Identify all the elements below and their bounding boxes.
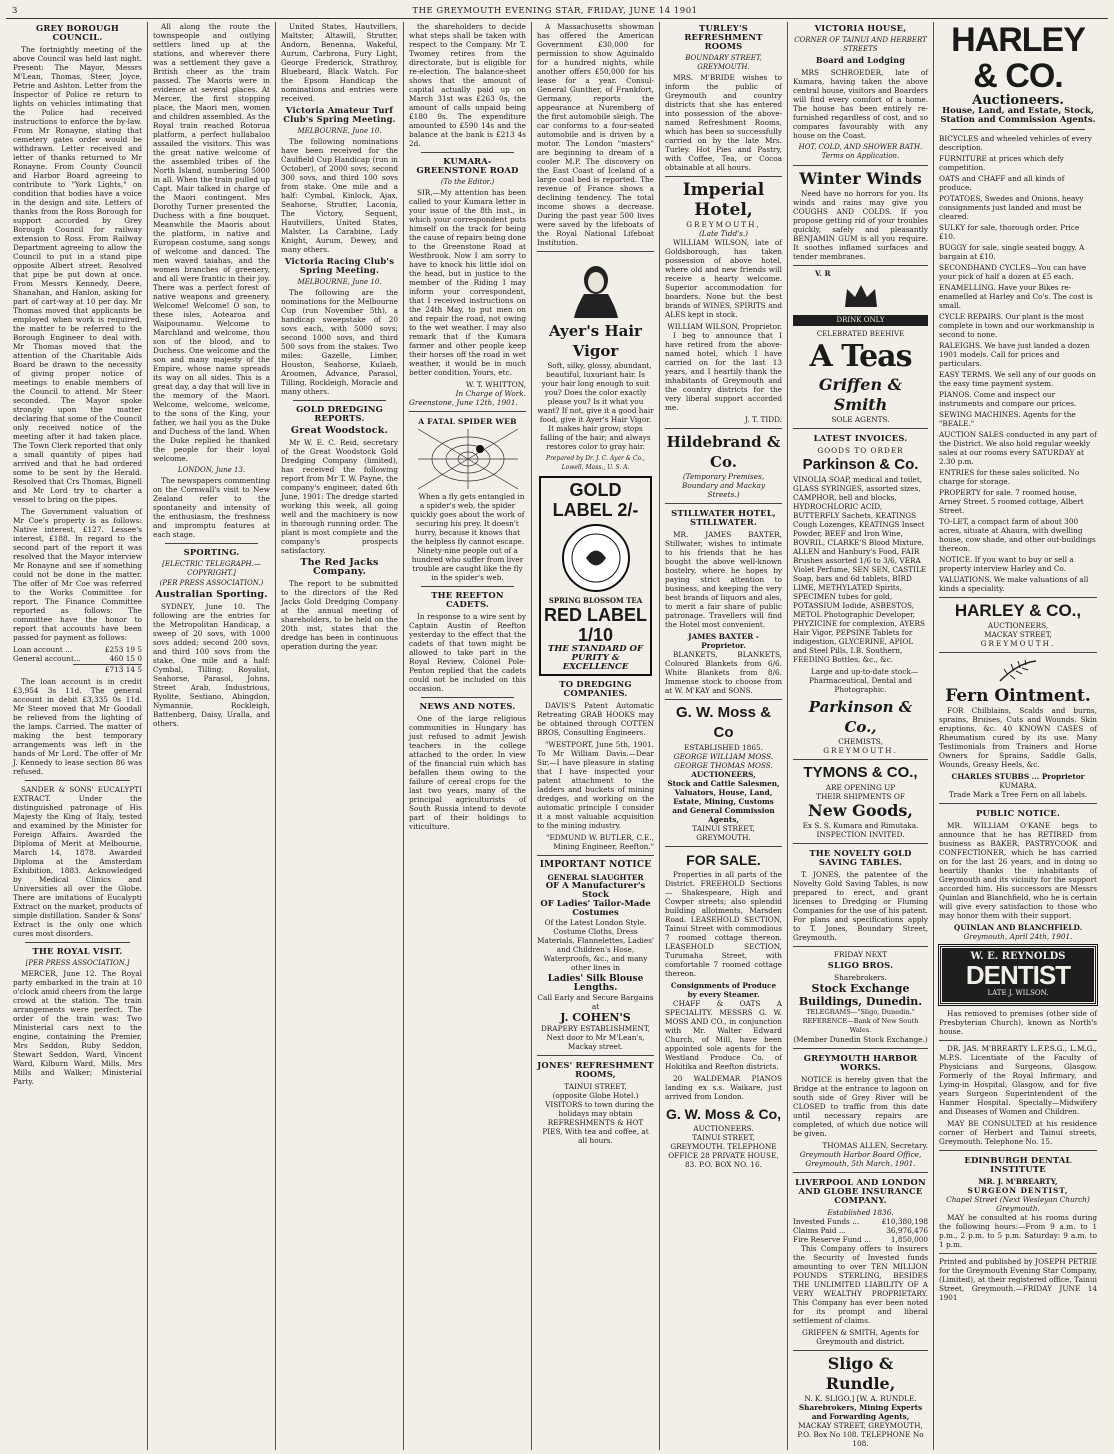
article-subheading: (PER PRESS ASSOCIATION.)	[159, 579, 264, 587]
harley-list-item: VALUATIONS. We make valuations of all kinds a speciality.	[939, 575, 1089, 593]
ad-heading: A Teas	[809, 339, 912, 374]
dateline: LONDON, June 13.	[177, 466, 246, 474]
ad-heading: THE NOVELTY GOLD SAVING TABLES.	[809, 848, 912, 867]
article-body: The newspapers commenting on the Cornwall's visit to New Zealand refer to the spontaneity and intensity of the enthusiasm, the freshness and impromptu features at each stage.	[153, 476, 270, 539]
ad-heading: Parkinson & Co.	[802, 456, 919, 473]
ad-body: This Company offers to Insurers the Security of Invested funds amounting to over TEN MILLION POUNDS STERLING, BESIDES THE UNLIMITED LIABILITY OF A VERY WEALTHY PROPRIETARY. This Company has ever been noted for its prompt and liberal settlement of claims.	[793, 1244, 928, 1325]
ad-body: FOR Chilblains, Scalds and burns, sprains, Bruises, Cuts and Wounds. Skin eruptions, &c. 40 KNOWN CASES of Rheumatism cured by its use. Many Testimonials from Trainers and Horse Owners for Sprains, Saddle Galls, Wounds, Greasy Heels, &c.	[939, 706, 1097, 769]
article-heading: Victoria Amateur Turf Club's Spring Meeting.	[283, 105, 396, 124]
harley-footer-advertisement	[939, 597, 1097, 648]
column-8	[934, 22, 1102, 1450]
novelty-advertisement	[793, 843, 928, 942]
fern-icon	[998, 659, 1038, 683]
article-heading: KUMARA-GREENSTONE ROAD	[416, 156, 519, 175]
ad-address: DRAPERY ESTABLISHMENT, Next door to Mr M'Lean's, Mackay street.	[540, 1024, 651, 1051]
divider	[25, 780, 130, 781]
article-heading: Australian Sporting.	[155, 589, 268, 600]
column-7	[788, 22, 934, 1450]
spider-advertisement	[409, 411, 526, 582]
ad-subheading: FRIDAY NEXT	[833, 950, 888, 959]
article-body: Mr W. E. C. Reid, secretary of the Great Woodstock Gold Dredging Company (limited), has received the following report from Mr T. W. Payne, the company's engineer, dated 6th June, 1901: The dredge started working this week, all going well and the machinery is now in thorough running order. The plant is most complete and the company's prospects satisfactory.	[281, 438, 398, 555]
harley-list-item: NOTICE. If you want to buy or sell a property interview Harley and Co.	[939, 555, 1074, 573]
article-heading: THE ROYAL VISIT.	[32, 946, 123, 956]
article-heading: Great Woodstock.	[290, 425, 389, 436]
signature: WILLIAM WILSON, Proprietor.	[667, 322, 782, 331]
hildebrand-advertisement	[665, 428, 782, 499]
ad-heading: TYMONS & CO.,	[803, 764, 918, 781]
divider	[293, 400, 386, 401]
ad-subheading: THEIR SHIPMENTS OF	[816, 792, 905, 801]
ad-subheading: SOLE AGENTS.	[831, 415, 890, 424]
ad-body: Need have no horrors for you. Its winds and rains may give you COUGHS AND COLDS. If you propose getting rid of your troubles quickly, safely and pleasantly BENJAMIN GUM is all you require. It soothes inflamed surfaces and tender membranes.	[793, 189, 928, 261]
ad-subheading: SURGEON DENTIST,	[967, 1186, 1069, 1195]
harley-list-item: PIANOS. Come and inspect our instruments and compare our prices.	[939, 390, 1077, 408]
ad-subheading: ESTABLISHED 1865.	[684, 743, 763, 752]
ad-subheading: Ex S. S. Kumara and Rimutaka.	[802, 821, 919, 830]
ad-heading: Fern Ointment.	[945, 686, 1091, 706]
ad-body: (Member Dunedin Stock Exchange.)	[793, 1035, 928, 1044]
ad-subheading: INSPECTION INVITED.	[816, 830, 905, 839]
cohen-advertisement	[537, 855, 654, 1051]
ad-subheading: CHEMISTS,	[838, 737, 883, 746]
columns	[8, 22, 1108, 1450]
tea-red-label: RED LABEL 1/10	[544, 605, 647, 645]
woman-portrait-icon	[566, 258, 626, 318]
ad-body: WILLIAM WILSON, late of Goldsborough, has taken possession of above hotel, where old and new friends will receive a hearty welcome. Superior accommodation for boarders. None but the best brands of WINES, SPIRITS and ALES kept in stock.	[665, 238, 782, 319]
spring-blossom-tea-advertisement	[539, 476, 652, 676]
ad-heading: FOR SALE.	[686, 852, 761, 868]
ad-subheading: Sharebrokers.	[834, 973, 887, 982]
ad-subheading: Auctioneers.	[972, 93, 1064, 108]
ad-heading: VICTORIA HOUSE,	[814, 23, 907, 33]
ad-body: MRS. M'BRIDE wishes to inform the public of Greymouth and country districts that she has entered into possession of the above-named Refreshment Rooms, which has been so successfully carried on by the late Mrs. Turley. Hot Pies and Pastry, with Coffee, Tea, or Cocoa obtainable at all hours.	[665, 73, 782, 172]
dental-institute-advertisement	[939, 1150, 1097, 1249]
ad-subheading: GREYMOUTH.	[823, 746, 898, 755]
imprint	[939, 1253, 1097, 1302]
ad-body: DR. JAS. M'BREARTY L.F.P.S.G., L.M.G., M.P.S. Licentiate of the Faculty of Physicians and Surgeons, Glasgow. Formerly of the Royal Infirmary, and Lying-in Hospital, Glasgow, and for five years Surgeon Superintendent of the Hanmer Hospital. Specially—Midwifery and Diseases of Women and Children.	[939, 1044, 1097, 1116]
advertisement-text: SANDER & SONS' EUCALYPTI EXTRACT. Under the distinguished patronage of His Majesty the King of Italy, tested and examined by the Minister for Foreign Affairs. Awarded the Diploma of Merit at Melbourne, March 14, 1878. Awarded Diploma at the Amsterdam Exhibition, 1883. Acknowledged by Medical Clinics and Universities all over the Globe. There are imitations of Eucalypti Extract on the market, products of simple distillation. Sander & Sons' Extract is the only one which cures most disorders.	[13, 785, 142, 938]
ad-subheading: (Temporary Premises, Boundary and Mackay Streets.)	[682, 472, 765, 499]
ad-body: Stock and Cattle Salesmen, Valuators, House, Land, Estate, Mining, Customs and General Commission Agents,	[667, 779, 780, 824]
insurance-label: Fire Reserve Fund ...	[793, 1235, 872, 1244]
ad-body: I beg to announce that I have retired from the above-named hotel, which I have carried on for the last 13 years, and I heartily thank the inhabitants of Greymouth and the country districts for the very liberal support accorded me.	[665, 331, 782, 412]
ad-heading: Griffen & Smith	[818, 375, 903, 414]
ad-heading: IMPORTANT NOTICE	[539, 860, 652, 870]
ad-address: TAINUI STREET, GREYMOUTH. TELEPHONE OFFICE 28 PRIVATE HOUSE, 83. P.O. BOX NO. 16.	[668, 1133, 779, 1169]
sligo-rundle-advertisement	[793, 1350, 928, 1448]
harley-list-item: FURNITURE at prices which defy competition.	[939, 154, 1064, 172]
ad-subheading: BOUNDARY STREET, GREYMOUTH.	[685, 54, 762, 71]
article-body: SIR,—My attention has been called to your Kumara letter in your issue of the 8th inst., in which your correspondent puts himself on the track for being the cause of repairs being done to the Greenstone Road at Westbrook. Now I am sorry to have to knock his little idol on the head, but in justice to the member of the Riding I may inform your correspondent, that I received instructions on the 24th May, to put men on and repair the road, not owing to the wet weather. I may also remark that if the Kumara farmer and other people keep their horses off the road in wet weather, it would be in much better condition. Yours, etc.	[409, 188, 527, 377]
ad-body: Call Early and Secure Bargains at	[537, 993, 654, 1011]
insurance-label: Invested Funds ...	[793, 1217, 860, 1226]
ad-body: MAY be consulted at his rooms during the following hours:—From 9 a.m. to 1 p.m., 2 p.m. to 5 p.m. Saturday: 9 a.m. to 1 p.m.	[939, 1213, 1097, 1249]
ad-name: J. COHEN'S	[560, 1011, 631, 1024]
ad-body: CHAFF & OATS A SPECIALITY. MESSRS G. W. MOSS AND CO., in conjunction with Mr. Walter Edward Church, of Mill, have been appointed sole agents for the Westland Produce Co. of Hokitika and Reefton districts.	[665, 999, 782, 1071]
article-body: All along the route the townspeople and outlying settlers lined up at the stations, and wherever there was a settlement they gave a British cheer as the train passed. The Maoris were in evidence at several places. At Mercer, the first stopping place, the Maori men, women and children assembled. As the Royal train reached Rotorua platform, a perfect hullabaloo assailed the visitors. This was the great native welcome of the assembled tribes of the North Island, numbering 5000 in all. When the train pulled up Capt. Mair talked in charge of the Maori contingent. Mrs Dorothy Turner presented the Duchess with a fine bouquet. Meanwhile the Maoris about the platform, in native and European costume, sang songs of welcome and danced. The men waved taiahas, and the women branches of greenery, and all were frantic in their joy. There was a perfect forest of native weapons and greenery. Welcome! Welcome! O son, to these isles, Aotearoa and Waipounamu. Welcome to Marchland and welcome, thou son of the blood, and to Duchess. One welcome and the son and many majesty of the Empire, whose name spreads its way on all sides. This is a great day, a day that will live in the memory of the Maori. Welcome, welcome, welcome, to the sons of the King, your father, we hail you as the Duke and Duchess of the land. When the Duke replied he thanked the people for their loyal welcome.	[153, 22, 270, 463]
article-heading: GOLD DREDGING REPORTS.	[296, 404, 383, 423]
moss-advertisement	[665, 699, 782, 842]
ad-address: Chapel Street (Next Wesleyan Church) Greymouth.	[946, 1195, 1090, 1213]
ad-body: CHARLES STUBBS ... Proprietor	[951, 772, 1085, 781]
ad-subheading: GEORGE WILLIAM MOSS. GEORGE THOMAS MOSS.	[673, 752, 774, 770]
ad-body: 20 WALDEMAR PIANOS landing ex s.s. Waikare, just arrived from London.	[665, 1074, 782, 1101]
public-notice-advertisement	[939, 803, 1097, 941]
ad-body: DAVIS'S Patent Automatic Retreating GRAB HOOKS may be obtained through COTTEN BROS, Consulting Engineers.	[537, 701, 654, 737]
divider	[951, 129, 1085, 130]
harley-list-item: SULKY for sale, thorough order. Price £10.	[939, 223, 1080, 241]
ad-heading: Parkinson & Co.,	[808, 698, 913, 736]
harley-list-item: OATS and CHAFF and all kinds of produce.	[939, 174, 1065, 192]
article-body: A Massachusetts showman has offered the American Government £30,000 for permission to show Aguinaldo for a hundred nights, while another offers £50,000 for his lease for a year. Consul-General Gunther, of Frankfort, Germany, reports the appearance at Nuremberg of the first automobile sleigh. The car conforms to a four-seated automobile and is driven by a motor. The London "masters" are beginning to dream of a cooler M.P. The discovery on the East Coast of Iceland of a large coal bed is reported. The revenue of France shows a declining tendency. The total income shows a decrease. During the past year 500 lives were saved by the lifeboats of the Royal National Lifeboat Institution.	[537, 22, 654, 247]
ad-heading: HARLEY & CO.,	[954, 601, 1082, 620]
ad-heading: PUBLIC NOTICE.	[976, 808, 1060, 818]
insurance-label: Claims Paid ...	[793, 1226, 846, 1235]
harley-list-item: SEWING MACHINES. Agents for the "BEALE."	[939, 410, 1076, 428]
account-label: Loan account ...	[13, 645, 73, 654]
harley-list-item: PROPERTY for sale. 7 roomed house, Arney Street. 5 roomed cottage, Albert Street.	[939, 488, 1084, 515]
ad-heading: EDINBURGH DENTAL INSTITUTE	[964, 1155, 1072, 1174]
column-2	[148, 22, 276, 1450]
tea-seal-icon	[546, 523, 646, 593]
ad-footer: Prepared by Dr. J. C. Ayer & Co., Lowell, Mass., U. S. A.	[546, 455, 645, 471]
ad-subheading: OF A Manufacturer's Stock	[545, 881, 646, 900]
article-subheading: [PER PRESS ASSOCIATION.]	[25, 959, 130, 967]
harbor-works-advertisement	[793, 1048, 928, 1168]
column-1	[8, 22, 148, 1450]
harley-list-item: BICYCLES and wheeled vehicles of every description.	[939, 134, 1092, 152]
ad-body: NOTICE is hereby given that the Bridge at the entrance to lagoon on south side of Grey River will be CLOSED to traffic from this date until necessary repairs are completed, of which due notice will be given.	[793, 1075, 928, 1138]
ad-body: MR. WILLIAM O'KANE begs to announce that he has RETIRED from business as BAKER, PASTRYCOOK and CONFECTIONER, which he has carried on for the last 26 years, and in doing so heartily thanks the inhabitants of Greymouth and its vicinity for the support accorded him. His successors are Messrs Quinlan and Blanchfield, who he is certain will give every satisfaction to those who may honor them with their support.	[939, 821, 1097, 920]
ad-heading: A FATAL SPIDER WEB	[418, 417, 517, 426]
harley-list-item: ENTRIES for these sales solicited. No charge for storage.	[939, 468, 1080, 486]
ad-subheading: AUCTIONEERS.	[693, 1124, 754, 1133]
ad-heading: TURLEY'S REFRESHMENT ROOMS	[684, 23, 763, 51]
ad-subheading: GREYMOUTH,	[686, 220, 761, 229]
for-sale-advertisement	[665, 846, 782, 1169]
ad-heading: GREYMOUTH HARBOR WORKS.	[803, 1053, 918, 1072]
article-body: The loan account is in credit £3,954 3s 11d. The general account in debit £3,335 0s 11d. Mr Steer moved that Mr Goodall be relieved from the lighting of the lamps. Carried. The matter of making the best temporary arrangements was left in the hands of Mr Lord. The offer of Mr J. Kennedy to lease section 86 was refused.	[13, 677, 142, 776]
crown-icon	[841, 281, 881, 311]
ad-heading: STILLWATER HOTEL, STILLWATER.	[671, 508, 776, 527]
column-5	[532, 22, 660, 1450]
column-3	[276, 22, 404, 1450]
beehive-tea-advertisement	[793, 265, 928, 424]
ad-subheading: AUCTIONEERS,	[691, 770, 756, 779]
tea-tagline: THE STANDARD OF PURITY & EXCELLENCE	[548, 644, 643, 672]
article-heading: GREY BOROUGH COUNCIL.	[36, 23, 119, 42]
divider	[421, 152, 514, 153]
ad-address: P.O. Box No 108. TELEPHONE No 108.	[797, 1430, 924, 1448]
ad-body: When a fly gets entangled in a spider's web, the spider quickly goes about the work of securing his prey. It doesn't hurry, because it knows that the helpless fly cannot escape. Ninety-nine people out of a hundred who suffer from liver trouble are caught like the fly in the spider's web.	[410, 492, 525, 582]
ad-body: Trade Mark a Tree Fern on all labels.	[948, 790, 1088, 799]
signature-date: Greymouth, April 24th, 1901.	[963, 932, 1073, 941]
ad-address: TAINUI STREET, GREYMOUTH.	[692, 824, 755, 842]
ad-body: T. JONES, the patentee of the Novelty Gold Saving Tables, is now prepared to erect, and grant licenses to Dredging or Fluming Companies for the use of his patent. For plans and specifications apply to T. Jones, Boundary Street, Greymouth.	[793, 870, 928, 942]
ad-subheading: Ladies' Silk Blouse Lengths.	[547, 974, 644, 993]
ad-body: MAY BE CONSULTED at his residence corner of Herbert and Tainui streets, Greymouth. Telephone No. 15.	[939, 1119, 1097, 1146]
ad-body: MRS SCHROEDER, late of Kumara, having taken the above central house, visitors and Boarders will find every comfort of a home. The house has been entirely re-furnished regardless of cost, and so compares favourably with any house on the Coast.	[793, 68, 928, 140]
ad-subheading: Board and Lodging	[815, 55, 906, 65]
ad-heading: G. W. Moss & Co	[675, 704, 771, 741]
ad-subheading: (Late Tidd's.)	[698, 229, 749, 238]
ad-subheading: MR. J. M'BREARTY,	[978, 1177, 1058, 1186]
article-body: The following are the nominations for the Melbourne Cup (run November 5th), a handicap sweepstake of 20 sovs each, with 5000 sovs; second 1000 sovs, and third 500 sovs from the stakes. Two miles: Gazelle, Limber, Houston, Seahorse, Kulaeb, Aroomen, Advance, Parasol, Tilling, Rockleigh, Moracle and many others.	[281, 288, 398, 396]
signature: "EDMUND W. BUTLER, C.E., Mining Engineer, Reefton."	[546, 833, 654, 851]
dateline: MELBOURNE, June 10.	[297, 278, 382, 286]
spider-web-illustration	[418, 429, 518, 489]
parkinson-advertisement	[793, 428, 928, 755]
ad-heading: New Goods,	[808, 801, 913, 820]
tea-gold-label: GOLD LABEL 2/-	[552, 480, 639, 520]
ad-body: Stock Exchange Buildings, Dunedin.	[798, 982, 923, 1008]
account-total: £713 14 5	[73, 664, 142, 674]
ayers-advertisement	[537, 251, 654, 472]
article-heading: TO DREDGING COMPANIES.	[559, 679, 632, 698]
ad-body: BLANKETS, BLANKETS, Coloured Blankets from 6/6. White Blankets from 8/6. Immense stock to choose from at W. M'KAY and SONS.	[665, 650, 782, 695]
article-body: The Government valuation of Mr Coe's property is as follows: Native interest, £127. Lessee's interest, £188. In regard to the second part of the report it was resolved that the Mayor interview Mr Ronayne and see if something could not be done in the matter. The offer of Mr Coe was referred to the Works Committee for report. The Finance Committee reported as follows: The committee have the honor to report that accounts have been passed for payment as follows:	[13, 507, 142, 642]
signature: GRIFFEN & SMITH, Agents for Greymouth and district.	[802, 1328, 919, 1346]
ad-subheading: CELEBRATED BEEHIVE	[816, 330, 905, 338]
imprint-text: Printed and published by JOSEPH PETRIE for the Greymouth Evening Star Company, (Limited), at their registered office, Tainui Street, Greymouth.—FRIDAY JUNE 14 1901	[939, 1257, 1097, 1302]
ad-heading: SLIGO BROS.	[827, 960, 894, 970]
ad-subheading: Established 1836.	[827, 1208, 894, 1217]
harley-items-list	[939, 134, 1097, 593]
insurance-row	[793, 1226, 928, 1235]
harley-list-item: TO-LET, a compact farm of about 300 acres, situate at Ahaura, with dwelling house, cow shade, and other out-buildings thereon.	[939, 517, 1096, 553]
dentist-advertisement	[939, 945, 1097, 1005]
harley-list-item: CYCLE REPAIRS. Our plant is the most complete in town and our workmanship is second to none.	[939, 312, 1095, 339]
ad-body: TELEGRAMS—"Sligo, Dunedin." REFERENCE—Bank of New South Wales.	[802, 1008, 919, 1034]
article-subheading: (To the Editor.)	[440, 178, 495, 186]
signature: QUINLAN AND BLANCHFIELD.	[953, 923, 1083, 932]
winter-winds-advertisement	[793, 165, 928, 261]
ad-subheading: KUMARA.	[999, 781, 1037, 790]
dentist-subheading: LATE J. WILSON.	[987, 989, 1049, 997]
ad-subheading: GOODS TO ORDER	[817, 446, 904, 455]
ad-body: Has removed to premises (other side of Presbyterian Church), known as North's house.	[939, 1009, 1097, 1036]
ad-subheading: OF Ladies' Tailor-Made Costumes	[540, 899, 651, 918]
ad-subheading: TAINUI STREET,	[564, 1082, 627, 1091]
column-6	[660, 22, 788, 1450]
jones-advertisement	[537, 1055, 654, 1145]
masthead-title: THE GREYMOUTH EVENING STAR, FRIDAY, JUNE 14 1901	[412, 6, 698, 16]
article-subheading: [ELECTRIC TELEGRAPH.—COPYRIGHT.]	[162, 560, 261, 577]
ad-address: MACKAY STREET, GREYMOUTH,	[798, 1421, 923, 1430]
masthead	[6, 4, 1108, 19]
article-body: the shareholders to decide what steps shall be taken with respect to the Company. Mr T. Twomey retires from the directorate, but is eligible for re-election. The balance-sheet shows that the amount of capital actually paid up on March 31st was £263 0s, the amount of calls unpaid being £180 9s. The expenditure amounted to £590 14s and the balance at the bank is £213 4s 2d.	[409, 22, 526, 148]
page-number: 3	[12, 6, 18, 16]
ad-subheading: MACKAY STREET,	[984, 630, 1052, 639]
harley-list-item: AUCTION SALES conducted in any part of the District. We also hold regular weekly sales at our rooms every SATURDAY at 2.30 p.m.	[939, 430, 1097, 466]
article-body: MERCER, June 12. The Royal party embarked in the train at 10 o'clock amid cheers from the large crowd at the station. The train arrangements were perfect. The order of the train was: Two Ministerial cars next to the engine, containing the Premier, Mrs Seddon, Ruby Seddon, Stewart Seddon, Ward, Vincent Ward, Kilburn Ward, Mills, Mrs Mills and Walker; Ministerial Party.	[13, 969, 142, 1086]
ad-heading: G. W. Moss & Co,	[665, 1106, 782, 1122]
vr-row	[793, 269, 928, 278]
ad-subheading: ARE OPENING UP	[825, 783, 896, 792]
article-body: The report to be submitted to the directors of the Red Jacks Gold Dredging Company at the annual meeting of shareholders, to be held on the 20th inst, states that the dredge has been in continuous operation during the year.	[281, 579, 398, 651]
harley-list-item: BUGGY for sale, single seated buggy. A bargain at £10.	[939, 243, 1085, 261]
article-body: The following nominations have been received for the Caulfield Cup Handicap (run in October), of 2000 sovs; second 300 sovs, and third 100 sovs from stake. One mile and a half: Cymbal, Kinlock, Ajax, Seahorse, Strutter, Laconia, The Victory, Sequent, Hautvillers, United States, Malster, La Carabine, Lady Knight, Aurum, Dewey, and many others.	[281, 137, 398, 254]
account-value: £253 19 5	[104, 645, 142, 654]
insurance-row	[793, 1217, 928, 1226]
fern-ointment-advertisement	[939, 652, 1097, 799]
ad-body: VISITORS to town during the holidays may obtain REFRESHMENTS & HOT PIES, With tea and coffee, at all hours.	[542, 1100, 654, 1145]
article-body: The fortnightly meeting of the above Council was held last night. Present: The Mayor, Messrs M'Lean, Thomas, Steer, Joyce, Petrie and Ashton. Letter from the Inspector of Police re return to lights on vehicles intimating that the Police had received instructions to enforce the by-law. From Mr Ronayne, stating that cemetery gates order would be withdrawn. Letter received and letter of thanks returned to Mr Ronayne. From County Council and Harbor Board agreeing to contribute to "York Lights," on condition that bodies have a voice in the design and site. Letters of thanks from the Ross Borough for support accorded by Grey Borough Council for railway extension to Ross. From Railway Department agreeing to allow the Council to put in a stand pipe opposite Albert street. Resolved that pipe be put down at once. From Messrs Kennedy, Deere, Shanahan, and Hanlon, asking for part of cart-way at 10 per day. Mr Thomas moved that applicants be employed when work is required, the matter to be referred to the Borough Engineer to deal with. Mr Thomas moved that the attention of the Charitable Aids Board be drawn to the necessity of giving proper notice of meetings to enable members of the Council to attend. Mr Steer seconded. The Mayor spoke strongly upon the matter declaring that some of the Council only received notice of the meeting after it had taken place. The Town Clerk reported that only a small quantity of pipes had arrived and that he had ordered some to be sent by the Herald. Resolved that Crs Thomas, Bignell and Mr Lord try to charter a vessel to bring on the pipes.	[13, 45, 142, 504]
article-heading: The Red Jacks Company.	[300, 557, 379, 577]
ad-heading: Winter Winds	[799, 169, 922, 188]
article-body: United States, Hautvillers, Maltster, Altawill, Strutter, Andorn, Benenna, Wakeful, Aurum, Carbrona, Fury Light, George Frederick, Strathroy, Bluebeard, Black Watch. For the Epsom Handicap the nominations and entries were received.	[281, 22, 398, 103]
harley-heading: HARLEY & CO.	[951, 22, 1085, 95]
account-label: General account...	[13, 654, 81, 663]
article-body: SYDNEY, June 10. The following are the entries for the Metropolitan Handicap, a sweep of 20 sovs, with 1000 sovs added; second 200 sovs, and third 100 sovs from the stake. One mile and a half: Cymbal, Tilling, Royalist, Seahorse, Parasol, Johns, Street Arab, Industrious, Ryolite, Sestiano, Abingdon, Nymannie, Rockleigh, Battenberg, Daisy, Uralla, and others.	[153, 602, 270, 728]
ad-body: Soft, silky, glossy, abundant, beautiful, luxuriant hair. Is your hair long enough to suit you? Does the color exactly please you? Is it what you want? If not, give it a good hair food, give it Ayer's Hair Vigor. It makes hair grow; stops falling of the hair; and always restores color to gray hair.	[537, 361, 654, 451]
ad-label: DRINK ONLY	[793, 315, 928, 326]
ad-body: HOT, COLD, AND SHOWER BATH. Terms on Application.	[798, 143, 923, 160]
sligo-bros-advertisement	[793, 946, 928, 1044]
ad-heading: Imperial Hotel,	[682, 180, 765, 220]
ad-subheading: GREYMOUTH.	[980, 639, 1056, 648]
signature: W. T. WHITTON,	[465, 380, 526, 389]
ad-heading: LIVERPOOL AND LONDON AND GLOBE INSURANCE COMPANY.	[795, 1177, 926, 1205]
dentist-name: W. E. REYNOLDS	[970, 951, 1066, 962]
insurance-row	[793, 1235, 928, 1244]
ad-body: "WESTPORT, June 5th, 1901. To Mr William Davis.—Dear Sir,—I have pleasure in stating that I have inspected your patent attachment to the ladders and buckets of mining dredges, and working on the automatic principle I consider it a most valuable acquisition to the mining industry.	[537, 740, 654, 830]
divider	[165, 543, 258, 544]
divider	[421, 586, 514, 587]
ad-subheading: N. K. SLIGO.] [W. A. RUNDLE.	[804, 1394, 917, 1403]
article-heading: SPORTING.	[183, 547, 240, 557]
ad-heading: JONES' REFRESHMENT ROOMS,	[537, 1060, 654, 1079]
liverpool-insurance-advertisement	[793, 1172, 928, 1346]
column-4	[404, 22, 532, 1450]
imperial-hotel-advertisement	[665, 176, 782, 424]
article-heading: THE REEFTON CADETS.	[431, 590, 504, 609]
article-heading: NEWS AND NOTES.	[419, 701, 516, 711]
vr-label: V. R	[815, 269, 831, 278]
ad-subheading: House, Land, and Estate, Stock, Station and Commission Agents.	[940, 106, 1096, 125]
article-body: One of the large religious communities in Hungary has just refused to admit Jewish teachers in the college attached to the order. In view of the financial ruin which has befallen them owing to the failure of cereal crops for the last two years, many of the principal agriculturists of South Russia intend to devote part of their holdings to viticulture.	[409, 714, 526, 831]
ad-body: Properties in all parts of the District. FREEHOLD Sections — Shakespeare, High and Cowper streets; also splendid building allotments, Marsden Road. LEASEHOLD SECTION, Tainui Street with commodious 7 roomed cottage thereon. LEASEHOLD SECTION, Turumaha Street, with comfortable 7 roomed cottage thereon.	[665, 870, 782, 978]
ad-body: Large and up-to-date stock—Pharmaceutical, Dental and Photographic.	[808, 667, 919, 694]
mcbrearty-advertisement	[939, 1040, 1097, 1146]
signature-date: Greymouth Harbor Board Office, Greymouth, 5th March, 1901.	[799, 1150, 922, 1168]
ad-subheading: AUCTIONEERS,	[987, 621, 1049, 630]
signature-date: Greenstone, June 12th, 1901.	[409, 398, 518, 407]
account-value: 460 15 0	[109, 654, 142, 663]
ad-body: VINOLIA SOAP, medical and toilet, GLASS SYRINGES, assorted sizes, CAMPHOR, bell and blocks, HYDROCHLORIC ACID, BUTTERFLY Sachets, KEATINGS Cough Lozenges, KEATINGS Insect Powder, BEEF and Iron Wine, BOVRIL, CLARKE'S Blood Mixture, ALLEN and Hanbury's Food, FAIR Brushes assorted 1/6 to 3/6, VERA Violet Perfume, SEN SEN, CASTILE Soap, bars and 6d tablets, BIRD LIME, METHYLATED Spirits, SPECIMEN tubes for gold, POTASSIUM Iodide, ASBESTOS, METOL Photographic Developer, PHYZICINE for complexion, AYERS Hair Vigor, PEPSINE Tablets for indigestion, GLYCERINE, APIOL and Steel Pills, I.B. Southern, FEEDING Bottles, &c., &c.	[793, 475, 927, 664]
ad-body: Of the Latest London Style. Costume Cloths, Dress Materials, Flannelettes, Ladies' and Children's Hose, Waterproofs, &c., and many other lines in	[537, 918, 654, 972]
signature-title: In Charge of Work.	[455, 389, 526, 398]
article-heading: Victoria Racing Club's Spring Meeting.	[284, 256, 395, 275]
tymons-advertisement	[793, 759, 928, 839]
ad-subheading: CORNER OF TAINUI AND HERBERT STREETS	[794, 36, 927, 53]
ad-subheading: GENERAL SLAUGHTER	[547, 873, 644, 882]
ad-body: Sharebrokers, Mining Experts and Forwarding Agents,	[798, 1403, 923, 1421]
harley-list-item: EASY TERMS. We sell any of our goods on the easy time payment system.	[939, 370, 1096, 388]
insurance-value: £10,380,198	[881, 1217, 928, 1226]
account-row	[13, 654, 142, 663]
harley-list-item: ENAMELLING. Have your Bikes re-enamelled at Harley and Co's. The cost is small.	[939, 283, 1093, 310]
divider	[25, 942, 130, 943]
dateline: MELBOURNE, June 10.	[297, 127, 382, 135]
insurance-value: 36,976,476	[886, 1226, 928, 1235]
article-body: In response to a wire sent by Captain Austin of Reefton yesterday to the effect that the cadets of that town might be allowed to take part in the Royal Review, Colonel Pole-Penton replied that the cadets could not be included on this occasion.	[409, 612, 526, 693]
signature: JAMES BAXTER - Proprietor.	[688, 632, 759, 650]
signature: THOMAS ALLEN, Secretary.	[822, 1141, 928, 1150]
ad-heading: Ayer's Hair Vigor	[549, 322, 642, 360]
ad-heading: LATEST INVOICES.	[813, 433, 908, 443]
stillwater-advertisement	[665, 503, 782, 695]
account-row	[13, 645, 142, 654]
divider	[421, 697, 514, 698]
dentist-label: DENTIST	[965, 960, 1071, 990]
insurance-value: 1,850,000	[890, 1235, 928, 1244]
ad-subheading: Consignments of Produce by every Steamer.	[670, 981, 777, 999]
harley-list-item: POTATOES, Swedes and Onions, heavy consignments just landed and must be cleared.	[939, 194, 1084, 221]
harley-list-item: SECONDHAND CYCLES—You can have your pick of half a dozen at £5 each.	[939, 263, 1087, 281]
tea-name: SPRING BLOSSOM TEA	[548, 596, 643, 605]
ad-heading: Sligo & Rundle,	[825, 1354, 896, 1393]
ad-heading: Hildebrand & Co.	[666, 433, 781, 471]
ad-body: MR. JAMES BAXTER, Stillwater, wishes to intimate to his friends that he has bought the above well-known hostelry, where he hopes by paying strict attention to business, and keeping the very best brands of liquors and ales, to merit a fair share of public patronage. Travellers will find the Hotel most convenient.	[665, 530, 782, 629]
signature: J. T. TIDD.	[745, 415, 782, 424]
harley-list-item: RALEIGHS. We have just landed a dozen 1901 models. Call for prices and particulars.	[939, 341, 1090, 368]
ad-subheading: (opposite Globe Hotel.)	[552, 1091, 639, 1100]
